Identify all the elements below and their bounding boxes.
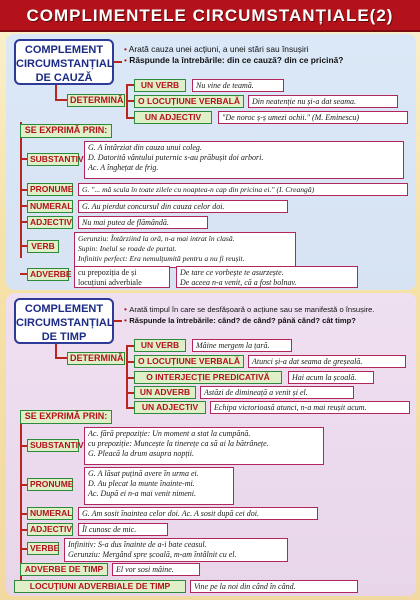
poster-title: COMPLIMENTELE CIRCUMSTANȚIALE(2) <box>26 6 394 25</box>
timp-pronume-examples <box>84 467 234 505</box>
timp-substantiv-ex-3: G. Pleacă la drum asupra nopții. <box>88 449 194 458</box>
cauza-verb-ex-2: Supin: Inelul se roade de purtat. <box>78 244 177 253</box>
timp-det-adverb: UN ADVERB <box>134 386 196 399</box>
cauza-substantiv-ex-2: D. Datorită vântului puternic s-au prăbușit doi arbori. <box>88 153 264 162</box>
connector <box>126 117 134 119</box>
cauza-numeral-example: G. Au pierdut concursul din cauza celor doi. <box>78 200 288 213</box>
cauza-heading-line-3: DE CAUZĂ <box>35 72 93 84</box>
timp-verbe-ex-1: Infinitiv: S-a dus înainte de a-i bate ceasul. <box>68 540 207 549</box>
timp-verbe-label: VERBE <box>27 542 59 555</box>
connector <box>126 407 134 409</box>
connector <box>20 484 27 486</box>
timp-determina-label: DETERMINĂ <box>67 352 125 365</box>
cauza-definition: • Arată cauza unei acțiuni, a unei stări sau însușiri • Răspunde la întrebările: din ce cauză? din ce pricină? <box>124 44 344 65</box>
connector <box>126 100 134 102</box>
cauza-verb-label: VERB <box>27 240 59 253</box>
cauza-pronume-label: PRONUME <box>27 183 73 196</box>
timp-substantiv-ex-1: Ac. fără prepoziție: Un moment a stat la cumpănă. <box>88 429 251 438</box>
timp-pronume-ex-1: G. A lăsat puțină avere în urma ei. <box>88 469 199 478</box>
connector <box>126 392 134 394</box>
timp-adverbe-label: ADVERBE DE TIMP <box>20 563 108 576</box>
timp-det-adverb-example: Astăzi de dimineață a venit și el. <box>200 386 354 399</box>
cauza-verb-ex-3: Infinitiv perfect: Era nemulțumită pentru a nu fi reușit. <box>78 254 245 263</box>
connector <box>126 377 134 379</box>
timp-det-interjectie-example: Hai acum la școală. <box>288 371 374 384</box>
timp-pronume-ex-2: D. Au plecat la munte înainte-mi. <box>88 479 195 488</box>
connector <box>20 513 27 515</box>
timp-det-adjectiv-example: Echipa victorioasă atunci, n-a mai reușit acum. <box>210 401 410 414</box>
timp-definition: • Arată timpul în care se desfășoară o acțiune sau se manifestă o însușire. • Răspunde la întrebările: când? de când? până când? cât timp? <box>124 304 375 325</box>
cauza-substantiv-ex-1: G. A întârziat din cauza unui coleg. <box>88 143 202 152</box>
cauza-heading-line-1: COMPLEMENT <box>24 44 104 56</box>
timp-heading-line-2: CIRCUMSTANȚIAL <box>16 317 114 329</box>
timp-numeral-example: G. Am sosit înaintea celor doi. Ac. A sosit după cei doi. <box>78 507 318 520</box>
cauza-adjectiv-label: ADJECTIV <box>27 216 73 229</box>
connector <box>20 245 27 247</box>
timp-det-verb-example: Mâine mergem la țară. <box>192 339 292 352</box>
timp-numeral-label: NUMERAL <box>27 507 73 520</box>
cauza-det-adjectiv: UN ADJECTIV <box>134 111 212 124</box>
connector <box>126 345 134 347</box>
cauza-se-exprima-label: SE EXPRIMĂ PRIN: <box>20 124 112 138</box>
cauza-det-locutiune-example: Din neatenție nu și-a dat seama. <box>248 95 398 108</box>
connector <box>55 357 67 359</box>
timp-det-locutiune-example: Atunci și-a dat seama de greșeală. <box>248 355 406 368</box>
cauza-bullet-1: Arată cauza unei acțiuni, a unei stări sau însușiri <box>128 44 309 54</box>
timp-bullet-2: Răspunde la întrebările: când? de când? până când? cât timp? <box>129 316 356 325</box>
timp-heading <box>14 298 114 344</box>
cauza-substantiv-examples <box>84 141 404 179</box>
connector <box>114 61 122 63</box>
connector <box>20 529 27 531</box>
connector <box>20 416 22 584</box>
cauza-numeral-label: NUMERAL <box>27 200 73 213</box>
cauza-adverbe-prep-2: locuțiuni adverbiale <box>78 278 142 287</box>
cauza-det-locutiune: O LOCUȚIUNE VERBALĂ <box>134 95 244 108</box>
timp-verbe-ex-2: Gerunziu: Mergând spre școală, m-am întâlnit cu el. <box>68 550 237 559</box>
connector <box>126 361 134 363</box>
cauza-substantiv-label: SUBSTANTIV <box>27 153 79 166</box>
timp-det-locutiune: O LOCUȚIUNE VERBALĂ <box>134 355 244 368</box>
cauza-pronume-example: G. "... mă scula în toate zilele cu noaptea-n cap din pricina ei." (I. Creangă) <box>78 183 408 196</box>
connector <box>20 548 27 550</box>
poster-title-bar <box>0 0 420 32</box>
cauza-verb-examples <box>74 232 296 268</box>
cauza-determina-label: DETERMINĂ <box>67 94 125 107</box>
timp-det-verb: UN VERB <box>134 339 186 352</box>
timp-heading-line-1: COMPLEMENT <box>24 303 104 315</box>
cauza-adverbe-prep-1: cu prepoziția de și <box>78 268 137 277</box>
timp-det-adjectiv: UN ADJECTIV <box>134 401 206 414</box>
timp-verbe-examples <box>64 538 288 562</box>
connector <box>55 85 57 100</box>
cauza-det-verb: UN VERB <box>134 79 186 92</box>
cauza-adverbe-ex-1: De tare ce vorbește te asurzește. <box>180 268 284 277</box>
timp-adjectiv-example: Îl cunosc de mic. <box>78 523 168 536</box>
timp-heading-line-3: DE TIMP <box>41 331 87 343</box>
cauza-heading <box>14 39 114 85</box>
timp-substantiv-examples <box>84 427 324 465</box>
cauza-det-adjectiv-example: "De noroc ș-ș umezi ochii." (M. Eminescu) <box>218 111 408 124</box>
timp-se-exprima-label: SE EXPRIMĂ PRIN: <box>20 410 112 424</box>
cauza-verb-ex-1: Gerunziu: Întârziind la oră, n-a mai intrat în clasă. <box>78 234 235 243</box>
cauza-adverbe-label: ADVERBE <box>27 268 69 281</box>
cauza-substantiv-ex-3: Ac. A înghețat de frig. <box>88 163 159 172</box>
connector <box>55 344 57 358</box>
connector <box>20 158 27 160</box>
timp-pronume-ex-3: Ac. După ei n-a mai venit nimeni. <box>88 489 196 498</box>
connector <box>114 320 122 322</box>
cauza-heading-line-2: CIRCUMSTANȚIAL <box>16 58 114 70</box>
timp-locutiuni-label: LOCUȚIUNI ADVERBIALE DE TIMP <box>14 580 186 593</box>
connector <box>126 84 134 86</box>
connector <box>20 273 27 275</box>
timp-locutiuni-example: Vine pe la noi din când în când. <box>190 580 358 593</box>
timp-det-interjectie: O INTERJECȚIE PREDICATIVĂ <box>134 371 282 384</box>
timp-adjectiv-label: ADJECTIV <box>27 523 73 536</box>
timp-substantiv-label: SUBSTANTIV <box>27 439 79 452</box>
cauza-bullet-2: Răspunde la întrebările: din ce cauză? din ce pricină? <box>129 55 344 65</box>
timp-bullet-1: Arată timpul în care se desfășoară o acțiune sau se manifestă o însușire. <box>129 305 375 314</box>
connector <box>55 99 67 101</box>
timp-substantiv-ex-2: cu prepoziție: Muncește la tinerețe ca să ai la bătrânețe. <box>88 439 269 448</box>
cauza-adjectiv-example: Nu mai putea de flămândă. <box>78 216 208 229</box>
connector <box>20 189 27 191</box>
cauza-adverbe-examples <box>176 266 358 288</box>
cauza-adverbe-prep <box>74 266 170 288</box>
timp-adverbe-example: El vor sosi mâine. <box>112 563 200 576</box>
timp-pronume-label: PRONUME <box>27 478 73 491</box>
cauza-det-verb-example: Nu vine de teamă. <box>192 79 284 92</box>
connector <box>20 221 27 223</box>
connector <box>20 205 27 207</box>
connector <box>20 445 27 447</box>
cauza-adverbe-ex-2: De aceea n-a venit, că a fost bolnav. <box>180 278 297 287</box>
